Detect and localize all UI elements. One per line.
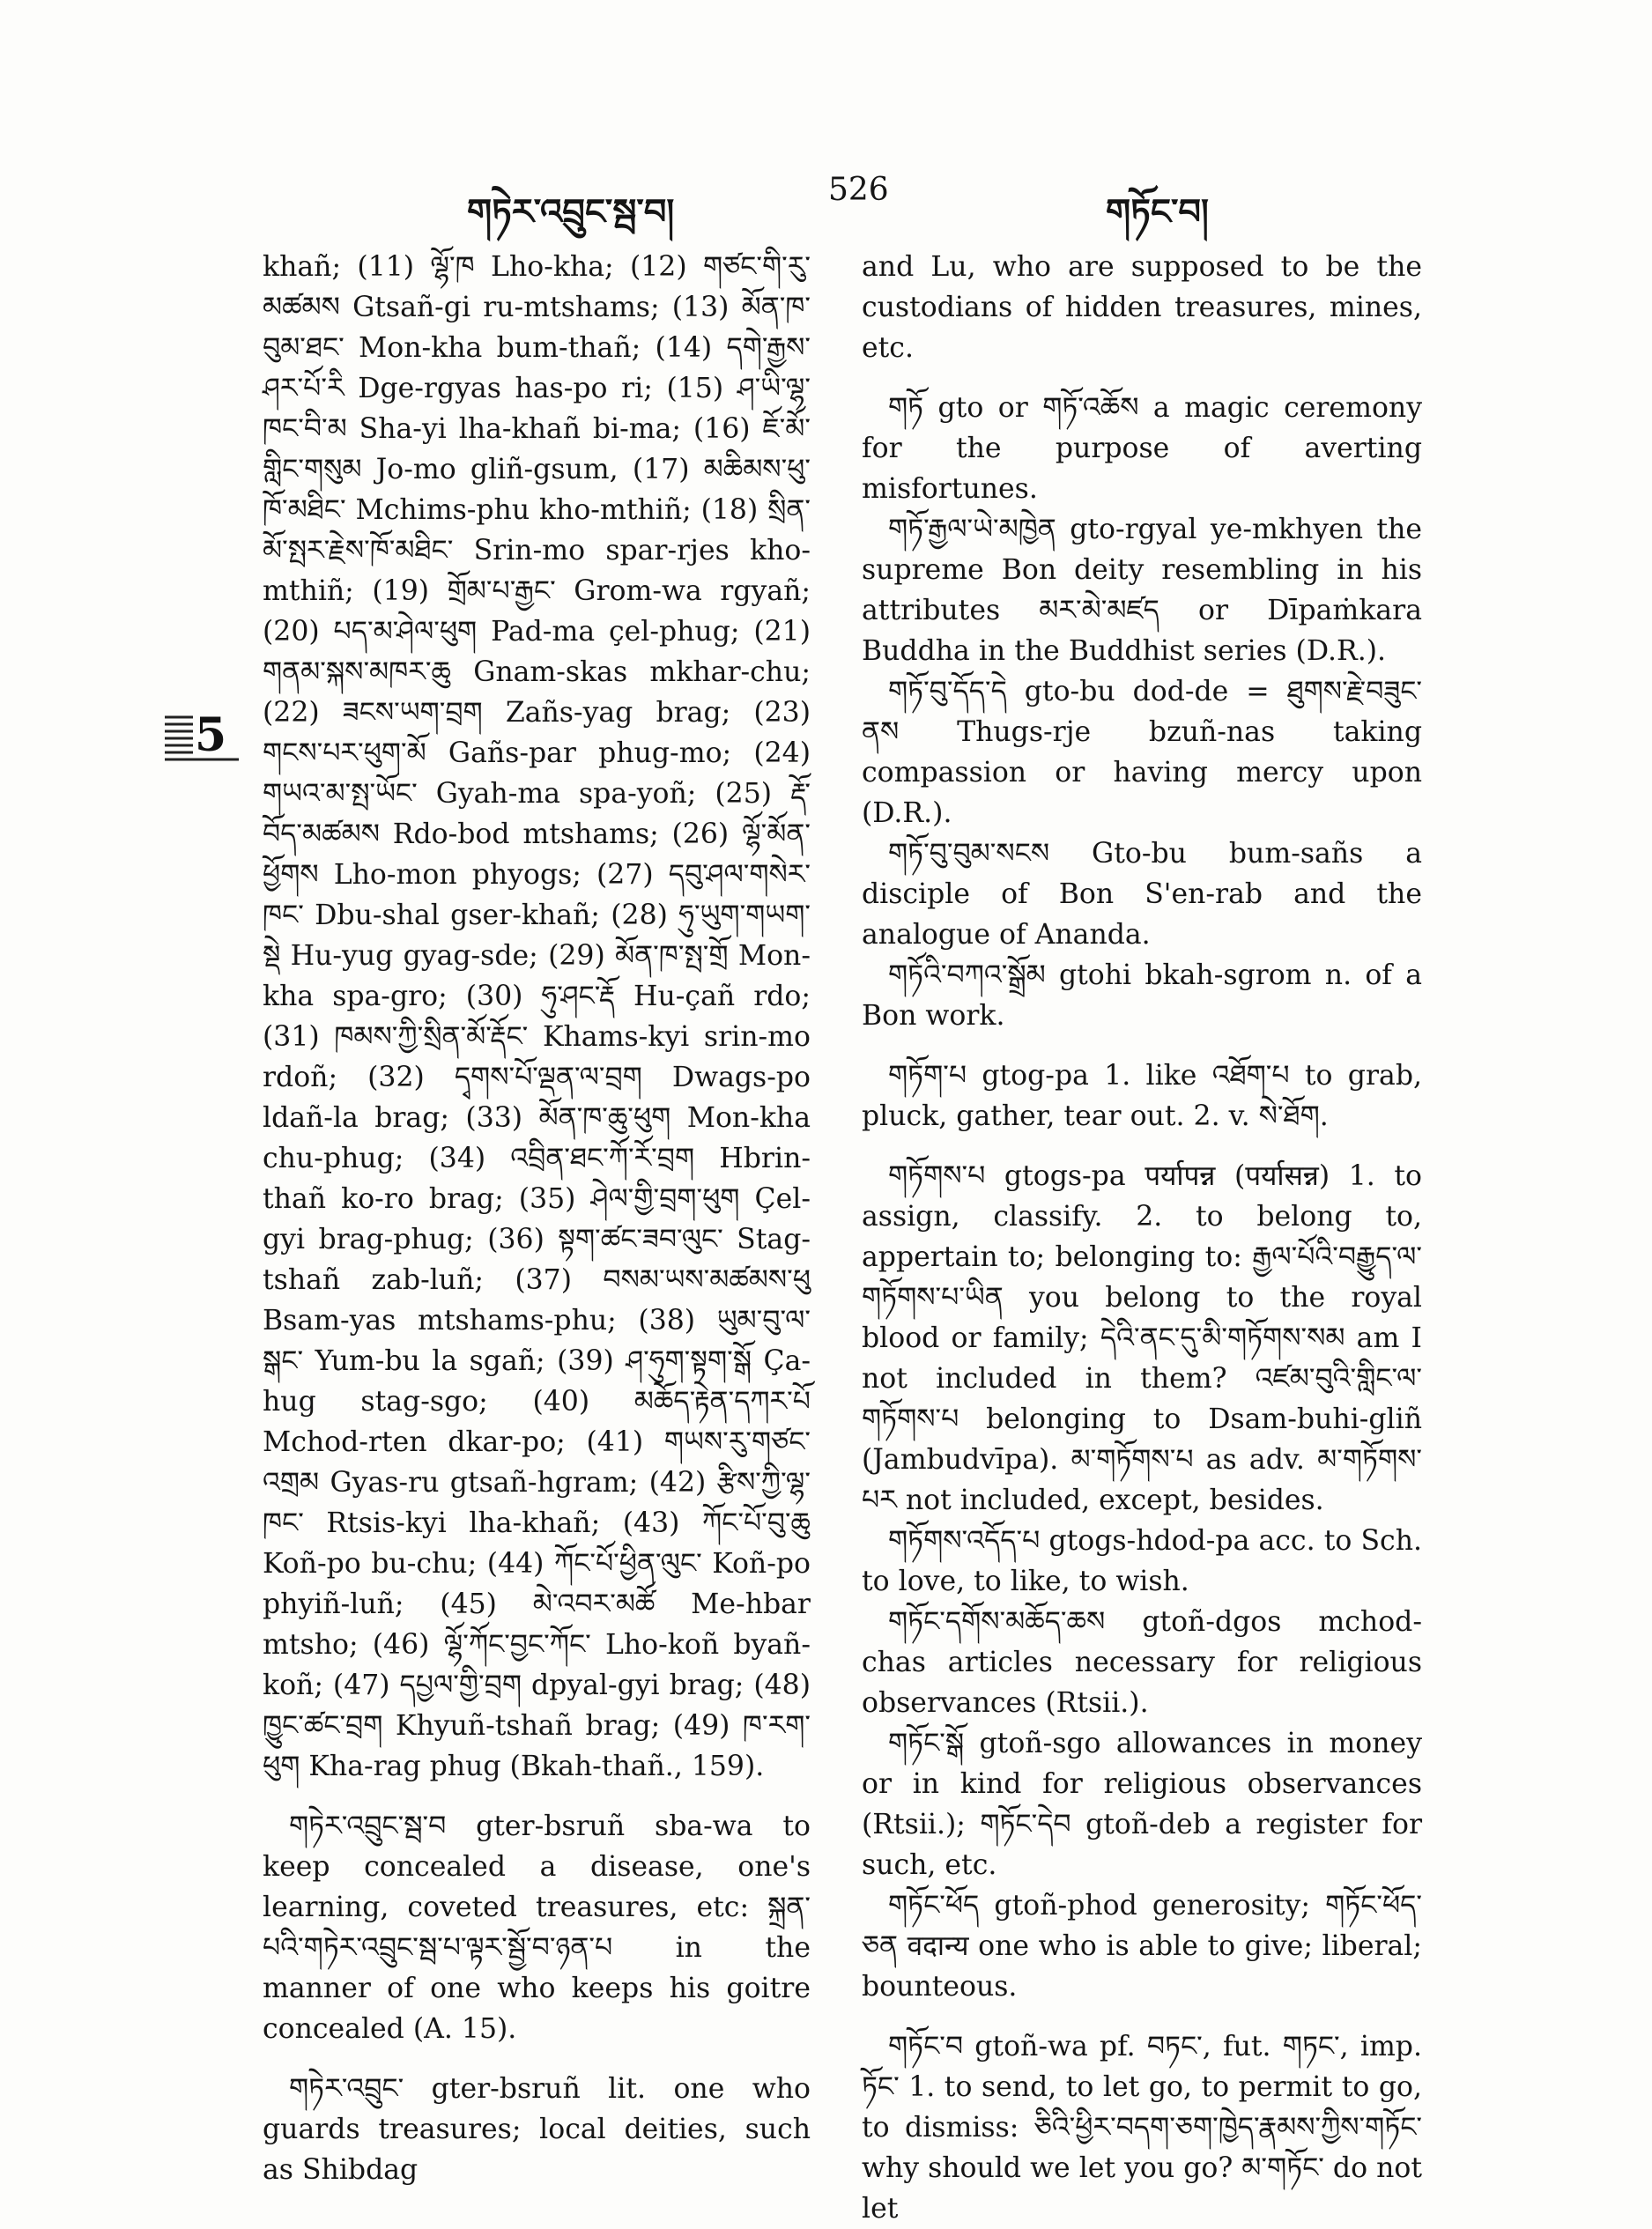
running-header [264,172,1445,233]
entry-gtohi-bkah-sgrom: གཏོའི་བཀའ་སྒྲོམ gtohi bkah-sgrom n. of a Bon work. [862,959,1422,1032]
entry-gton-dgos-mchod-chas: གཏོང་དགོས་མཆོད་ཆས gtoñ-dgos mchod-chas articles necessary for religious observances (Rtsii.). [862,1606,1422,1719]
svg-text:5: 5 [195,708,227,762]
header-left-title: གཏེར་འབྲུང་སྦ་བ། [467,192,675,233]
entry-gton-phod: གཏོང་ཕོད gtoñ-phod generosity; གཏོང་ཕོད་ཅན वदान्य one who is able to give; liberal; bounteous. [862,1890,1422,2003]
entry-gto-bu-dod-de: གཏོ་བུ་དོད་དེ gto-bu dod-de = ཐུགས་རྗེ་བཟུང་ནས Thugs-rje bzuñ-nas taking compassion or having mercy upon (D.R.). [862,676,1422,829]
entry-gto-bu-bum-sans: གཏོ་བུ་བུམ་སངས Gto-bu bum-sañs a disciple of Bon S'en-rab and the analogue of Ananda. [862,838,1422,951]
entry-gto-rgyal-ye-mkhyen: གཏོ་རྒྱལ་ཡེ་མཁྱེན gto-rgyal ye-mkhyen the supreme Bon deity resembling in his attributes མར་མེ་མཛད or Dīpaṁkara Buddha in the Buddhist series (D.R.). [862,514,1422,667]
entry-place-list-continued: khañ; (11) ལྷོ་ཁ Lho-kha; (12) གཙང་གི་རུ་མཚམས Gtsañ-gi ru-mtshams; (13) མོན་ཁ་བུམ་ཐང་ Mon-kha bum-thañ; (14) དགེ་རྒྱས་ཤར་པོ་རི Dge-rgyas has-po ri; (15) ཤ་ཡི་ལྷ་ཁང་བི་མ Sha-yi lha-khañ bi-ma; (16) ཇོ་མོ་གླིང་གསུམ Jo-mo gliñ-gsum, (17) མཆིམས་ཕུ་ཁོ་མཐིང་ Mchims-phu kho-mthiñ; (18) སྲིན་མོ་སྤར་རྗེས་ཁོ་མཐིང་ Srin-mo spar-rjes kho-mthiñ; (19) གྲོམ་པ་རྒྱང་ Grom-wa rgyañ; (20) པད་མ་ཤེལ་ཕུག Pad-ma çel-phug; (21) གནམ་སྐས་མཁར་ཆུ Gnam-skas mkhar-chu; (22) ཟངས་ཡག་བྲག Zañs-yag brag; (23) གངས་པར་ཕུག་མོ Gañs-par phug-mo; (24) གཡའ་མ་སྤ་ཡོང་ Gyah-ma spa-yoñ; (25) རྡོ་བོད་མཚམས Rdo-bod mtshams; (26) ལྷོ་མོན་ཕྱོགས Lho-mon phyogs; (27) དབུ་ཤལ་གསེར་ཁང་ Dbu-shal gser-khañ; (28) ཧུ་ཡུག་གཡག་སྡེ Hu-yug gyag-sde; (29) མོན་ཁ་སྤ་གྲོ Mon-kha spa-gro; (30) ཧུ་ཤང་རྡོ Hu-çañ rdo; (31) ཁམས་ཀྱི་སྲིན་མོ་རྡོང་ Khams-kyi srin-mo rdoñ; (32) དྭགས་པོ་ལྡན་ལ་བྲག Dwags-po ldañ-la brag; (33) མོན་ཁ་ཆུ་ཕུག Mon-kha chu-phug; (34) འབྲིན་ཐང་ཀོ་རོ་བྲག Hbrin-thañ ko-ro brag; (35) ཤེལ་གྱི་བྲག་ཕུག Çel-gyi brag-phug; (36) སྟག་ཚང་ཟབ་ལུང་ Stag-tshañ zab-luñ; (37) བསམ་ཡས་མཚམས་ཕུ Bsam-yas mtshams-phu; (38) ཡུམ་བུ་ལ་སྒང་ Yum-bu la sgañ; (39) ཤ་ཧུག་སྟག་སྒོ Ça-hug stag-sgo; (40) མཆོད་རྟེན་དཀར་པོ Mchod-rten dkar-po; (41) གཡས་རུ་གཙང་འགྲམ Gyas-ru gtsañ-hgram; (42) རྩིས་ཀྱི་ལྷ་ཁང་ Rtsis-kyi lha-khañ; (43) ཀོང་པོ་བུ་ཆུ Koñ-po bu-chu; (44) ཀོང་པོ་ཕྱིན་ལུང་ Koñ-po phyiñ-luñ; (45) མེ་འབར་མཚོ Me-hbar mtsho; (46) ལྷོ་ཀོང་བྱང་ཀོང་ Lho-koñ byañ-koñ; (47) དཔྱལ་གྱི་བྲག dpyal-gyi brag; (48) ཁྱུང་ཚང་བྲག Khyuñ-tshañ brag; (49) ཁ་རག་ཕུག Kha-rag phug (Bkah-thañ., 159). [263,251,811,1782]
entry-gton-sgo: གཏོང་སྒོ gtoñ-sgo allowances in money or in kind for religious observances (Rtsii.); གཏོང་དེབ gtoñ-deb a register for such, etc. [862,1728,1422,1881]
entry-gtogs-pa: གཏོགས་པ gtogs-pa पर्यापन्न (पर्यासन्न) 1. to assign, classify. 2. to belong to, appertain to; belonging to: རྒྱལ་པོའི་བརྒྱུད་ལ་གཏོགས་པ་ཡིན you belong to the royal blood or family; དེའི་ནང་དུ་མི་གཏོགས་སམ am I not included in them? འཛམ་བུའི་གླིང་ལ་གཏོགས་པ belonging to Dsam-buhi-gliñ (Jambudvīpa). མ་གཏོགས་པ as adv. མ་གཏོགས་པར not included, except, besides. [862,1160,1422,1516]
left-column [263,247,811,2190]
entry-gton-wa: གཏོང་བ gtoñ-wa pf. བཏང་, fut. གཏང་, imp. ཏོང་ 1. to send, to let go, to permit to go, to dismiss: ཅིའི་ཕྱིར་བདག་ཅག་ཁྱེད་རྣམས་ཀྱིས་གཏོང་ why should we let you go? མ་གཏོང་ do not let [862,2031,1422,2225]
header-right-title: གཏོང་བ། [1106,192,1209,233]
entry-gtog-pa: གཏོག་པ gtog-pa 1. like འཐོག་པ to grab, pluck, gather, tear out. 2. v. སེ་ཐོག. [862,1060,1422,1132]
entry-gter-bsrun-sba-wa: གཏེར་འབྲུང་སྦ་བ gter-bsruñ sba-wa to keep concealed a disease, one's learning, coveted treasures, etc: སྐྲན་པའི་གཏེར་འབྲུང་སྦ་པ་ལྟར་སྦྱོ་བ་ཉན་པ in the manner of one who keeps his goitre concealed (A. 15). [263,1811,811,2045]
entry-continuation-custodians: and Lu, who are supposed to be the custodians of hidden treasures, mines, etc. [862,251,1422,364]
page-number: 526 [828,172,889,208]
right-column [862,247,1422,2229]
entry-gtogs-hdod-pa: གཏོགས་འདོད་པ gtogs-hdod-pa acc. to Sch. to love, to like, to wish. [862,1525,1422,1597]
entry-gter-bsrun: གཏེར་འབྲུང་ gter-bsruñ lit. one who guards treasures; local deities, such as Shibdag [263,2073,811,2186]
margin-tibetan-letter-icon [163,707,242,768]
entry-gto: གཏོ gto or གཏོ་འཆོས a magic ceremony for the purpose of averting misfortunes. [862,392,1422,505]
